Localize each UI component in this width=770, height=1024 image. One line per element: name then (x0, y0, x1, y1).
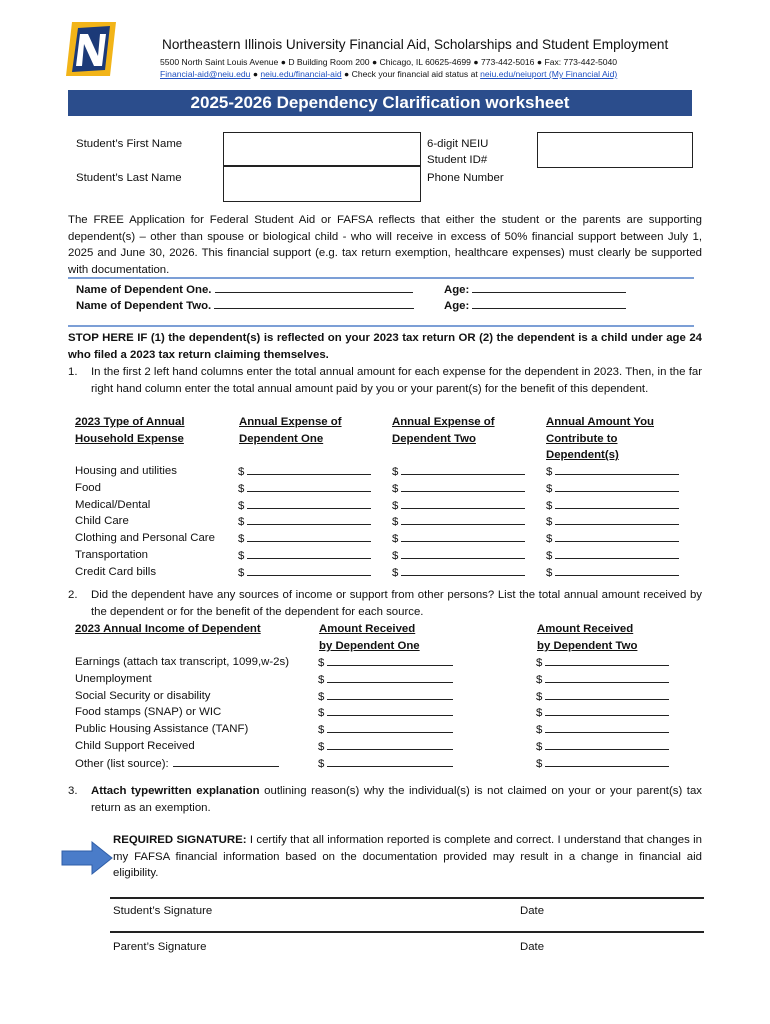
arrow-icon (60, 840, 114, 876)
section-2-number: 2. (68, 589, 78, 601)
currency-symbol: $ (546, 566, 553, 579)
parent-date-label: Date (520, 941, 545, 953)
currency-symbol: $ (536, 707, 543, 720)
income-col-dep2-2: by Dependent Two (537, 640, 638, 652)
currency-symbol: $ (536, 724, 543, 737)
income-row-label: Unemployment (75, 672, 152, 685)
other-source-field[interactable] (173, 755, 279, 767)
expense-dep2-field[interactable] (392, 530, 525, 547)
expense-dep2-field[interactable] (392, 463, 525, 480)
expense-col-type-2: Household Expense (75, 433, 184, 445)
expense-dep1-field[interactable] (238, 480, 371, 497)
currency-symbol: $ (238, 516, 245, 529)
currency-symbol: $ (546, 482, 553, 495)
page-title: 2025-2026 Dependency Clarification worksheet (190, 93, 570, 112)
income-dep2-field[interactable] (536, 755, 669, 772)
dependent-two-name-field[interactable] (214, 297, 414, 309)
expense-col-contrib-3: Dependent(s) (546, 449, 619, 461)
section-3-text: Attach typewritten explanation outlining reason(s) why the individual(s) is not claimed on your or your parent(s) tax return as an exemption. (91, 785, 702, 814)
email-link[interactable]: Financial-aid@neiu.edu (160, 69, 251, 79)
expense-contrib-field[interactable] (546, 547, 679, 564)
dependent-one-age-field[interactable] (472, 281, 626, 293)
expense-row-label: Transportation (75, 549, 149, 561)
income-col-type: 2023 Annual Income of Dependent (75, 623, 261, 635)
currency-symbol: $ (392, 466, 399, 478)
dependent-two-age-label: Age: (444, 297, 626, 314)
income-dep2-field[interactable] (536, 654, 669, 671)
currency-symbol: $ (318, 690, 325, 703)
last-name-field[interactable] (223, 166, 421, 202)
currency-symbol: $ (392, 566, 399, 579)
currency-symbol: $ (392, 533, 399, 546)
last-name-label: Student’s Last Name (76, 172, 182, 184)
divider (68, 277, 694, 279)
expense-col-contrib-2: Contribute to (546, 433, 618, 445)
income-dep1-field[interactable] (318, 755, 453, 772)
expense-dep1-field[interactable] (238, 513, 371, 530)
required-signature-text: REQUIRED SIGNATURE: I certify that all information reported is complete and correct. I understand that changes in my FAFSA financial information based on the documentation provided may result in a change in financial aid eligibility. (113, 834, 702, 879)
dependent-one-age-label: Age: (444, 281, 626, 298)
dependent-two-label: Name of Dependent Two. (76, 297, 414, 314)
expense-contrib-field[interactable] (546, 564, 679, 581)
currency-symbol: $ (238, 482, 245, 495)
expense-dep1-field[interactable] (238, 530, 371, 547)
income-row-label: Public Housing Assistance (TANF) (75, 723, 249, 736)
stop-note: STOP HERE IF (1) the dependent(s) is reflected on your 2023 tax return OR (2) the dependent is a child under age 24 who filed a 2023 tax return claiming themselves. (68, 332, 702, 361)
expense-col-type-1: 2023 Type of Annual (75, 416, 185, 428)
income-col-dep1-2: by Dependent One (319, 640, 420, 652)
student-id-label-1: 6-digit NEIU (427, 138, 489, 150)
address-line: 5500 North Saint Louis Avenue ● D Building Room 200 ● Chicago, IL 60625-4699 ● 773-442-5016 ● Fax: 773-442-5040 (160, 57, 618, 67)
student-date-label: Date (520, 905, 545, 917)
income-dep2-field[interactable] (536, 671, 669, 688)
income-row-label: Social Security or disability (75, 689, 211, 702)
currency-symbol: $ (318, 757, 325, 770)
intro-text: The FREE Application for Federal Student Aid or FAFSA reflects that either the student or the parents are supporting dependent(s) – other than spouse or biological child - who will receive in excess of 50% financial support between July 1, 2025 and June 30, 2026. This financial support (e.g. tax return exemption, healthcare expenses) must clearly be supported with documentation. (68, 214, 702, 276)
expense-row-label: Housing and utilities (75, 465, 177, 477)
expense-dep1-field[interactable] (238, 497, 371, 514)
expense-row-label: Credit Card bills (75, 565, 157, 578)
expense-col-contrib-1: Annual Amount You (546, 416, 654, 428)
first-name-field[interactable] (223, 132, 421, 166)
income-dep2-field[interactable] (536, 688, 669, 705)
dependent-two-age-field[interactable] (472, 297, 626, 309)
income-col-dep1-1: Amount Received (319, 623, 416, 635)
neiu-logo (66, 20, 118, 78)
signature-rule-mid[interactable] (110, 931, 704, 933)
currency-symbol: $ (546, 550, 553, 562)
section-1-number: 1. (68, 366, 78, 378)
section-2-text: Did the dependent have any sources of income or support from other persons? List the total annual amount received by the dependent or for the benefit of the dependent for each source. (91, 589, 702, 618)
currency-symbol: $ (536, 741, 543, 753)
student-id-field[interactable] (537, 132, 693, 168)
expense-contrib-field[interactable] (546, 497, 679, 514)
currency-symbol: $ (536, 690, 543, 703)
first-name-label: Student’s First Name (76, 138, 183, 150)
currency-symbol: $ (392, 482, 399, 495)
income-dep1-field[interactable] (318, 738, 453, 755)
income-row-label: Earnings (attach tax transcript, 1099,w-2s) (75, 656, 289, 668)
currency-symbol: $ (392, 550, 399, 562)
expense-dep2-field[interactable] (392, 480, 525, 497)
currency-symbol: $ (546, 533, 553, 546)
expense-row-label: Child Care (75, 515, 129, 528)
expense-dep2-field[interactable] (392, 513, 525, 530)
expense-contrib-field[interactable] (546, 480, 679, 497)
expense-dep2-field[interactable] (392, 547, 525, 564)
expense-col-dep2-1: Annual Expense of (392, 416, 495, 428)
income-row-label: Other (list source): (75, 755, 279, 772)
currency-symbol: $ (318, 724, 325, 737)
dependent-one-name-field[interactable] (215, 281, 413, 293)
expense-dep2-field[interactable] (392, 497, 525, 514)
expense-contrib-field[interactable] (546, 530, 679, 547)
website-link[interactable]: neiu.edu/financial-aid (260, 69, 342, 79)
income-dep1-field[interactable] (318, 688, 453, 705)
income-row-label: Child Support Received (75, 740, 195, 752)
expense-col-dep1-1: Annual Expense of (239, 416, 342, 428)
section-3-number: 3. (68, 785, 78, 797)
neiuport-link[interactable]: neiu.edu/neiuport (My Financial Aid) (480, 69, 618, 79)
currency-symbol: $ (536, 657, 543, 669)
income-dep2-field[interactable] (536, 721, 669, 738)
currency-symbol: $ (318, 707, 325, 720)
currency-symbol: $ (392, 516, 399, 529)
income-dep2-field[interactable] (536, 704, 669, 721)
student-signature-label: Student’s Signature (113, 905, 213, 917)
income-row-label: Food stamps (SNAP) or WIC (75, 706, 222, 719)
phone-label: Phone Number (427, 172, 504, 184)
currency-symbol: $ (238, 550, 245, 562)
dependent-one-label: Name of Dependent One. (76, 281, 413, 298)
currency-symbol: $ (536, 757, 543, 770)
title-bar (68, 90, 692, 116)
income-dep1-field[interactable] (318, 654, 453, 671)
expense-row-label: Clothing and Personal Care (75, 532, 215, 545)
divider (68, 325, 694, 327)
income-dep1-field[interactable] (318, 704, 453, 721)
student-id-label-2: Student ID# (427, 154, 488, 166)
parent-signature-label: Parent’s Signature (113, 941, 207, 953)
contact-line: Financial-aid@neiu.edu ● neiu.edu/financial-aid ● Check your financial aid status at neiu.edu/neiuport (My Financial Aid) (160, 69, 618, 79)
expense-dep1-field[interactable] (238, 564, 371, 581)
currency-symbol: $ (318, 657, 325, 669)
currency-symbol: $ (238, 533, 245, 546)
currency-symbol: $ (318, 741, 325, 753)
currency-symbol: $ (546, 499, 553, 512)
section-1-text: In the first 2 left hand columns enter the total annual amount for each expense for the dependent in 2023. Then, in the far right hand column enter the total annual amount paid by you or your parent(s) for the benefit of this dependent. (91, 366, 702, 395)
income-dep1-field[interactable] (318, 671, 453, 688)
income-dep2-field[interactable] (536, 738, 669, 755)
currency-symbol: $ (238, 466, 245, 478)
currency-symbol: $ (546, 516, 553, 529)
income-dep1-field[interactable] (318, 721, 453, 738)
expense-contrib-field[interactable] (546, 463, 679, 480)
currency-symbol: $ (238, 566, 245, 579)
currency-symbol: $ (392, 499, 399, 512)
expense-row-label: Medical/Dental (75, 498, 151, 511)
expense-col-dep2-2: Dependent Two (392, 433, 476, 445)
expense-dep2-field[interactable] (392, 564, 525, 581)
org-name: Northeastern Illinois University Financial Aid, Scholarships and Student Employment (162, 37, 669, 52)
income-col-dep2-1: Amount Received (537, 623, 634, 635)
expense-dep1-field[interactable] (238, 547, 371, 564)
expense-dep1-field[interactable] (238, 463, 371, 480)
expense-row-label: Food (75, 481, 101, 494)
expense-col-dep1-2: Dependent One (239, 433, 324, 445)
signature-rule-top (110, 897, 704, 899)
currency-symbol: $ (238, 499, 245, 512)
currency-symbol: $ (546, 466, 553, 478)
currency-symbol: $ (318, 673, 325, 686)
currency-symbol: $ (536, 673, 543, 686)
expense-contrib-field[interactable] (546, 513, 679, 530)
